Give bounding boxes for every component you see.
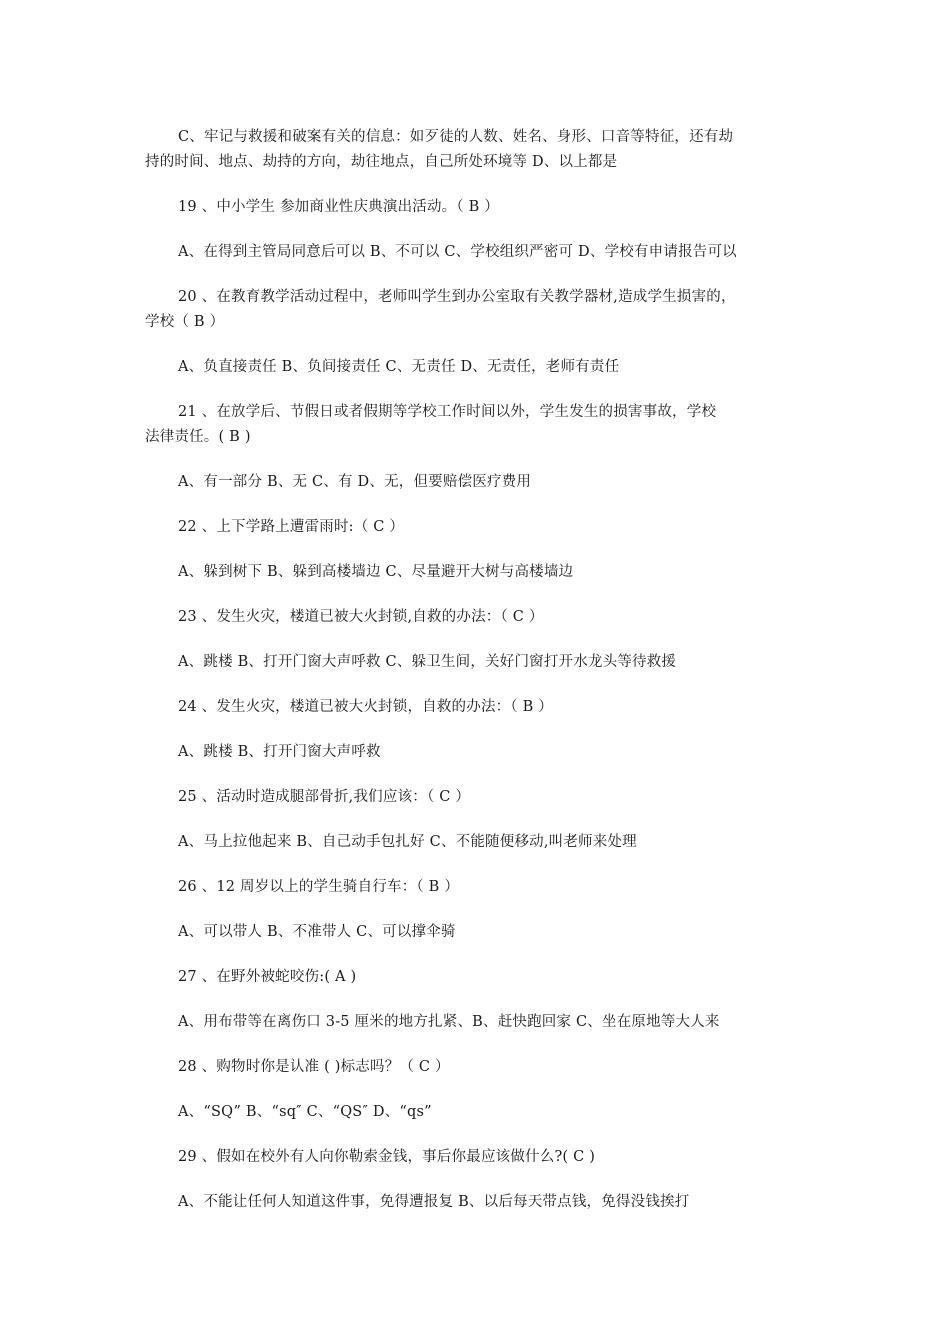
options-22: A、躲到树下 B、躲到高楼墙边 C、尽量避开大树与高楼墙边 <box>178 564 574 580</box>
options-26: A、可以带人 B、不准带人 C、可以撑伞骑 <box>178 924 456 940</box>
question-27: 27 、在野外被蛇咬伤:( A ) <box>178 969 357 985</box>
text-line: 持的时间、地点、劫持的方向，劫往地点，自己所处环境等 D、以上都是 <box>145 154 618 170</box>
options-24: A、跳楼 B、打开门窗大声呼救 <box>178 744 381 760</box>
options-21: A、有一部分 B、无 C、有 D、无，但要赔偿医疗费用 <box>178 474 532 490</box>
question-20: 20 、在教育教学活动过程中，老师叫学生到办公室取有关教学器材,造成学生损害的， <box>178 289 736 305</box>
options-25: A、马上拉他起来 B、自己动手包扎好 C、不能随便移动,叫老师来处理 <box>178 834 637 850</box>
options-23: A、跳楼 B、打开门窗大声呼救 C、躲卫生间，关好门窗打开水龙头等待救援 <box>178 654 677 670</box>
question-21: 21 、在放学后、节假日或者假期等学校工作时间以外，学生发生的损害事故，学校 <box>178 404 717 420</box>
text-line: C、牢记与救援和破案有关的信息：如歹徒的人数、姓名、身形、口音等特征，还有劫 <box>178 129 734 145</box>
question-25: 25 、活动时造成腿部骨折,我们应该：（ C ） <box>178 789 471 805</box>
question-21-cont: 法律责任。( B ) <box>145 429 251 445</box>
options-28: A、“SQ” B、“sq″ C、“QS″ D、“qs” <box>178 1104 432 1120</box>
question-28: 28 、购物时你是认准 ( )标志吗？（ C ） <box>178 1059 450 1075</box>
question-26: 26 、12 周岁以上的学生骑自行车：（ B ） <box>178 879 460 895</box>
question-22: 22 、上下学路上遭雷雨时:（ C ） <box>178 519 405 535</box>
question-19: 19 、中小学生 参加商业性庆典演出活动。（ B ） <box>178 199 499 215</box>
options-29: A、不能让任何人知道这件事，免得遭报复 B、以后每天带点钱，免得没钱挨打 <box>178 1194 690 1210</box>
question-23: 23 、发生火灾，楼道已被大火封锁,自救的办法：（ C ） <box>178 609 544 625</box>
question-24: 24 、发生火灾，楼道已被大火封锁，自救的办法：（ B ） <box>178 699 553 715</box>
options-27: A、用布带等在离伤口 3-5 厘米的地方扎紧、B、赶快跑回家 C、坐在原地等大人来 <box>178 1014 720 1030</box>
options-19: A、在得到主管局同意后可以 B、不可以 C、学校组织严密可 D、学校有申请报告可以 <box>178 244 737 260</box>
question-29: 29 、假如在校外有人向你勒索金钱，事后你最应该做什么?( C ) <box>178 1149 596 1165</box>
question-20-cont: 学校（ B ） <box>145 314 225 330</box>
options-20: A、负直接责任 B、负间接责任 C、无责任 D、无责任，老师有责任 <box>178 359 620 375</box>
